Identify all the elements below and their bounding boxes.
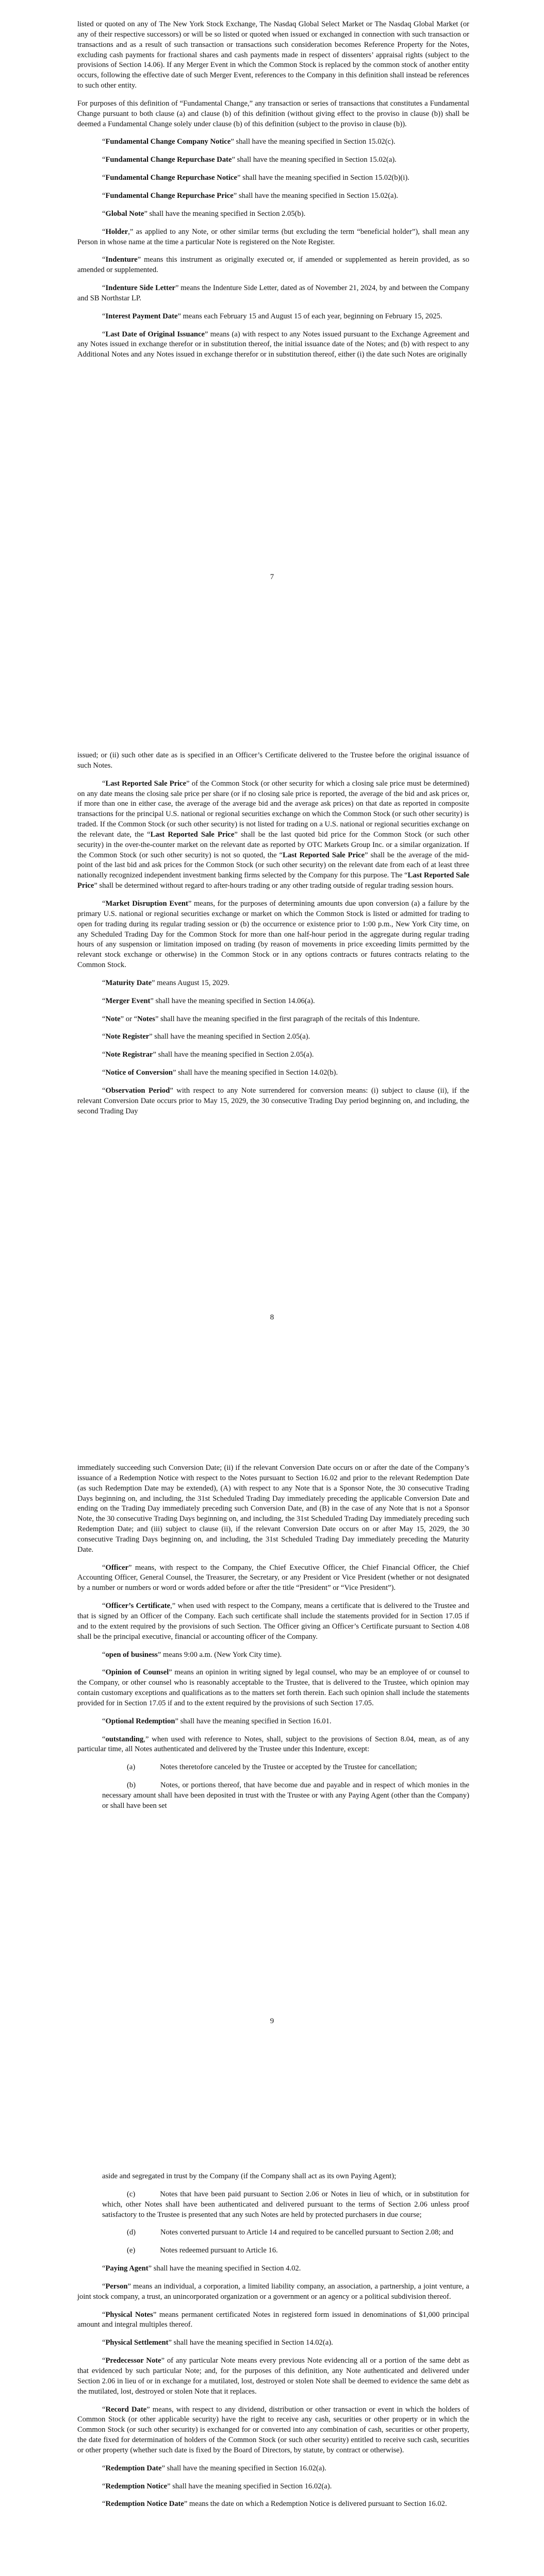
text-run: ,” as applied to any Note, or other similar terms (but excluding the term “beneficial holder”), shall mean any Person in whose name at the time a particular Note is registered on the Note Register.	[77, 227, 469, 246]
paragraph	[77, 1735, 469, 1755]
paragraph	[77, 996, 469, 1007]
text-run: “	[102, 1032, 106, 1041]
defined-term: Merger Event	[105, 996, 151, 1005]
page-text	[77, 751, 469, 1124]
paragraph	[77, 751, 469, 771]
paragraph	[77, 2482, 469, 2492]
text-run: ” shall have the meaning specified in Section 15.02(b)(i).	[237, 174, 409, 182]
text-run: ” shall be determined without regard to after-hours trading or any other trading outside of regular trading session hours.	[94, 882, 454, 890]
text-run: “	[102, 1668, 106, 1677]
text-run: “	[102, 209, 106, 218]
text-run: ” of the Common Stock (or other security for which a closing sale price must be determined) on any date means the closing sale price per share (or if no closing sale price is reported, the average of the bid and ask prices or, if more than one in either case, the average of the average bid and the average ask prices) on that date as reported in composite transactions for the principal U.S. national or regional securities exchange on which the Common Stock (or such other security) is traded. If the Common Stock (or such other security) is not listed for trading on a U.S. national or regional securities exchange on the relevant date, the “	[77, 779, 469, 839]
text-run: “	[102, 899, 106, 908]
text-run: Notes converted pursuant to Article 14 and required to be cancelled pursuant to Section 2.08; and	[160, 2228, 454, 2237]
text-run: “	[102, 2464, 106, 2472]
defined-term: Last Date of Original Issuance	[105, 330, 205, 338]
paragraph	[77, 227, 469, 248]
text-run: ” or “	[120, 1014, 138, 1023]
defined-term: Last Reported Sale Price	[283, 851, 365, 859]
defined-term: open of business	[105, 1650, 158, 1659]
text-run: “	[102, 2282, 106, 2291]
text-run: ” means an individual, a corporation, a limited liability company, an association, a partnership, a joint venture, a joint stock company, a trust, an unincorporated organization or a government or an agency or a political subdivision thereof.	[77, 2282, 469, 2301]
defined-term: Fundamental Change Repurchase Date	[105, 156, 232, 164]
paragraph	[77, 1650, 469, 1660]
text-run: “	[102, 2357, 106, 2365]
page-number: 7	[270, 573, 274, 581]
defined-term: Opinion of Counsel	[105, 1668, 169, 1677]
paragraph	[77, 899, 469, 971]
defined-term: Holder	[105, 227, 128, 236]
paragraph	[77, 1781, 469, 1811]
text-run: ” means, with respect to any dividend, distribution or other transaction or event in which the holders of Common Stock (or other applicable security) have the right to receive any cash, securities or other property or in which the Common Stock (or such other security) is exchanged for or converted into any combination of cash, securities or other property, the date fixed for determination of holders of the Common Stock (or such other security) entitled to receive such cash, securities or other property (whether such date is fixed by the Board of Directors, by statute, by contract or otherwise).	[77, 2405, 469, 2454]
paragraph	[77, 1014, 469, 1025]
text-run: ,” when used with reference to Notes, shall, subject to the provisions of Section 8.04, mean, as of any particular time, all Notes authenticated and delivered by the Trustee under this Indenture, except:	[77, 1735, 469, 1754]
text-run: ” shall have the meaning specified in Section 4.02.	[148, 2264, 301, 2273]
text-run: “	[102, 312, 106, 320]
text-run: (c)	[127, 2190, 136, 2198]
text-run: issued; or (ii) such other date as is specified in an Officer’s Certificate delivered to the Trustee before the original issuance of such Notes.	[77, 751, 469, 770]
paragraph	[77, 2228, 469, 2238]
paragraph	[77, 191, 469, 201]
text-run: ” shall have the meaning specified in Section 16.02(a).	[167, 2482, 332, 2490]
defined-term: Fundamental Change Repurchase Notice	[105, 174, 238, 182]
page-text	[77, 2172, 469, 2517]
defined-term: Redemption Notice	[105, 2482, 168, 2490]
document-page	[0, 2110, 544, 2576]
text-run: For purposes of this definition of “Fundamental Change,” any transaction or series of transactions that constitutes a Fundamental Change pursuant to both clause (a) and clause (b) of this definition (without giving effect to the proviso in clause (b)) shall be deemed a Fundamental Change solely under clause (b) of this definition (subject to the proviso in clause (b)).	[77, 99, 469, 128]
text-run: ” shall have the meaning specified in Section 16.02(a).	[161, 2464, 326, 2472]
paragraph	[77, 155, 469, 165]
paragraph	[77, 173, 469, 183]
text-run: ” means an opinion in writing signed by legal counsel, who may be an employee of or counsel to the Company, or other counsel who is reasonably acceptable to the Trustee, that is delivered to the Trustee, which opinion may contain customary exceptions and qualifications as to the matters set forth therein. Each such opinion shall include the statements provided for in Section 17.05 if and to the extent required by the provisions of such Section 17.05.	[77, 1668, 470, 1707]
text-run: ” shall have the meaning specified in Section 2.05(a).	[153, 1050, 314, 1059]
page-number: 9	[270, 2017, 274, 2025]
text-run: ” with respect to any Note surrendered for conversion means: (i) subject to clause (ii), if the relevant Conversion Date occurs prior to May 15, 2029, the 30 consecutive Trading Day period beginning on, and including, the second Trading Day	[77, 1086, 469, 1115]
document-page	[0, 0, 544, 703]
text-run: ” shall have the meaning specified in Section 15.02(a).	[233, 191, 399, 200]
text-run: “	[102, 191, 106, 200]
text-run: “	[102, 174, 106, 182]
defined-term: Redemption Notice Date	[105, 2500, 184, 2509]
paragraph	[77, 1086, 469, 1117]
defined-term: Officer’s Certificate	[105, 1602, 171, 1611]
text-run: “	[102, 1650, 106, 1659]
text-run: ” means, with respect to the Company, the Chief Executive Officer, the Chief Financial Officer, the Chief Accounting Officer, General Counsel, the Treasurer, the Secretary, or any President or Vice President (whether or not designated by a number or numbers or word or words added before or after the title “President” or “Vice President”).	[77, 1563, 469, 1592]
text-run: “	[102, 1563, 106, 1572]
defined-term: Notes	[137, 1014, 155, 1023]
text-run: ” shall have the meaning specified in the first paragraph of the recitals of this Indenture.	[155, 1014, 420, 1023]
paragraph	[77, 1668, 469, 1708]
paragraph	[77, 2310, 469, 2331]
defined-term: Note Registrar	[105, 1050, 153, 1059]
text-run: “	[102, 1717, 106, 1725]
paragraph	[77, 1050, 469, 1060]
defined-term: Last Reported Sale Price	[105, 779, 187, 788]
text-run: ” means the date on which a Redemption Notice is delivered pursuant to Section 16.02.	[184, 2500, 447, 2509]
defined-term: Observation Period	[105, 1086, 170, 1095]
text-run: ” shall have the meaning specified in Section 15.02(c).	[230, 138, 395, 146]
text-run: ” shall have the meaning specified in Section 15.02(a).	[232, 156, 397, 164]
text-run: “	[102, 1014, 106, 1023]
text-run: “	[102, 2264, 106, 2273]
defined-term: Fundamental Change Company Notice	[105, 138, 231, 146]
text-run: ” shall have the meaning specified in Section 2.05(a).	[149, 1032, 310, 1041]
paragraph	[77, 312, 469, 322]
text-run: ” shall have the meaning specified in Section 14.02(b).	[173, 1069, 338, 1077]
paragraph	[77, 1601, 469, 1642]
defined-term: Physical Settlement	[105, 2338, 169, 2347]
defined-term: Record Date	[105, 2405, 147, 2414]
paragraph	[77, 137, 469, 147]
text-run: ” means 9:00 a.m. (New York City time).	[157, 1650, 282, 1659]
text-run: “	[102, 2338, 106, 2347]
paragraph	[77, 283, 469, 304]
defined-term: Person	[105, 2282, 128, 2291]
text-run: (e)	[127, 2246, 136, 2255]
paragraph	[77, 209, 469, 219]
text-run: “	[102, 1086, 106, 1095]
defined-term: Notice of Conversion	[105, 1069, 173, 1077]
text-run: “	[102, 138, 106, 146]
defined-term: Redemption Date	[105, 2464, 162, 2472]
paragraph	[77, 2246, 469, 2256]
text-run: ” means each February 15 and August 15 of each year, beginning on February 15, 2025.	[177, 312, 442, 320]
text-run: ” means August 15, 2029.	[152, 978, 229, 987]
text-run: ” means the Indenture Side Letter, dated as of November 21, 2024, by and between the Company and SB Northstar LP.	[77, 284, 469, 302]
text-run: ” shall be the last quoted bid price for the Common Stock (or such other security) in the over-the-counter market on the relevant date as reported by OTC Markets Group Inc. or a similar organization. If the Common Stock (or such other security) is not so quoted, the “	[77, 830, 469, 859]
defined-term: Market Disruption Event	[105, 899, 188, 908]
defined-term: outstanding	[105, 1735, 144, 1743]
text-run: “	[102, 1069, 106, 1077]
text-run: “	[102, 227, 106, 236]
paragraph	[77, 1717, 469, 1727]
text-run: (d)	[127, 2228, 136, 2237]
paragraph	[77, 330, 469, 361]
paragraph	[77, 1463, 469, 1555]
text-run: (a)	[127, 1763, 136, 1772]
text-run: “	[102, 256, 106, 264]
page-number: 8	[270, 1313, 274, 1321]
text-run: Notes theretofore canceled by the Trustee or accepted by the Trustee for cancellation;	[160, 1763, 417, 1772]
text-run: “	[102, 1602, 106, 1611]
text-run: “	[102, 1050, 106, 1059]
text-run: “	[102, 996, 106, 1005]
defined-term: Fundamental Change Repurchase Price	[105, 191, 234, 200]
defined-term: Officer	[105, 1563, 129, 1572]
text-run: ” shall have the meaning specified in Section 14.06(a).	[150, 996, 315, 1005]
text-run: ” shall have the meaning specified in Section 14.02(a).	[168, 2338, 333, 2347]
text-run: “	[102, 2500, 106, 2509]
paragraph	[77, 978, 469, 989]
paragraph	[77, 2282, 469, 2302]
paragraph	[77, 2356, 469, 2397]
text-run: ” shall have the meaning specified in Section 2.05(b).	[144, 209, 306, 218]
document-page	[0, 1406, 544, 2110]
defined-term: Last Reported Sale Price	[150, 830, 235, 839]
paragraph	[77, 99, 469, 130]
paragraph	[77, 2190, 469, 2221]
defined-term: Paying Agent	[105, 2264, 149, 2273]
paragraph	[77, 2172, 469, 2182]
paragraph	[77, 2405, 469, 2456]
text-run: ” of any particular Note means every previous Note evidencing all or a portion of the same debt as that evidenced by such particular Note; and, for the purposes of this definition, any Note authenticated and delivered under Section 2.06 in lieu of or in exchange for a mutilated, lost, destroyed or stolen Note shall be deemed to evidence the same debt as the mutilated, lost, destroyed or stolen Note that it replaces.	[77, 2357, 469, 2396]
text-run: Notes, or portions thereof, that have become due and payable and in respect of which monies in the necessary amount shall have been deposited in trust with the Trustee or with any Paying Agent (other than the Company) or shall have been set	[102, 1781, 469, 1810]
document-page	[0, 703, 544, 1406]
defined-term: Physical Notes	[105, 2310, 153, 2319]
defined-term: Global Note	[105, 209, 144, 218]
paragraph	[77, 1032, 469, 1042]
paragraph	[77, 779, 469, 891]
text-run: “	[102, 2482, 106, 2490]
text-run: Notes redeemed pursuant to Article 16.	[160, 2246, 278, 2255]
paragraph	[77, 2338, 469, 2348]
text-run: “	[102, 1735, 106, 1743]
paragraph	[77, 2499, 469, 2510]
defined-term: Predecessor Note	[105, 2357, 161, 2365]
paragraph	[77, 255, 469, 276]
paragraph	[77, 1563, 469, 1594]
text-run: aside and segregated in trust by the Company (if the Company shall act as its own Paying Agent);	[102, 2172, 397, 2180]
paragraph	[77, 1762, 469, 1773]
text-run: Notes that have been paid pursuant to Section 2.06 or Notes in lieu of which, or in substitution for which, other Notes shall have been authenticated and delivered pursuant to the terms of Section 2.06 unless proof satisfactory to the Trustee is presented that any such Notes are held by protected purchasers in due course;	[102, 2190, 469, 2219]
text-run: immediately succeeding such Conversion Date; (ii) if the relevant Conversion Date occurs on or after the date of the Company’s issuance of a Redemption Notice with respect to the Notes pursuant to Section 16.02 and prior to the relevant Redemption Date (as such Redemption Date may be extended), (A) with respect to any Note that is a Sponsor Note, the 30 consecutive Trading Days beginning on, and including, the 31st Scheduled Trading Day immediately preceding the applicable Conversion Date and ending on the Trading Day immediately preceding such Conversion Date, and (B) in the case of any Note that is not a Sponsor Note, the 30 consecutive Trading Days beginning on, and including, the 31st Scheduled Trading Day immediately preceding such Redemption Date; and (iii) subject to clause (ii), if the relevant Conversion Date occurs on or after May 15, 2029, the 30 consecutive Trading Days beginning on, and including, the 31st Scheduled Trading Day immediately preceding the Maturity Date.	[77, 1464, 469, 1554]
text-run: ” means permanent certificated Notes in registered form issued in denominations of $1,000 principal amount and integral multiples thereof.	[77, 2310, 469, 2329]
text-run: “	[102, 978, 106, 987]
text-run: “	[102, 284, 106, 293]
page-text	[77, 1463, 469, 1819]
defined-term: Interest Payment Date	[105, 312, 178, 320]
defined-term: Indenture	[105, 256, 138, 264]
defined-term: Optional Redemption	[105, 1717, 175, 1725]
text-run: ” means, for the purposes of determining amounts due upon conversion (a) a failure by the primary U.S. national or regional securities exchange or market on which the Common Stock is listed or admitted for trading to open for trading during its regular trading session or (b) the occurrence or existence prior to 1:00 p.m., New York City time, on any Scheduled Trading Day for the Common Stock for more than one half-hour period in the aggregate during regular trading hours of any suspension or limitation imposed on trading (by reason of movements in price exceeding limits permitted by the relevant stock exchange or otherwise) in the Common Stock or in any options contracts or futures contracts relating to the Common Stock.	[77, 899, 469, 970]
text-run: (b)	[127, 1781, 136, 1790]
text-run: “	[102, 779, 106, 788]
text-run: “	[102, 330, 106, 338]
defined-term: Note Register	[105, 1032, 150, 1041]
text-run: “	[102, 2405, 106, 2414]
text-run: ” means (a) with respect to any Notes issued pursuant to the Exchange Agreement and any Notes issued in exchange therefor or in substitution thereof, the initial issuance date of the Notes; and (b) with respect to any Additional Notes and any Notes issued in exchange therefor or in substitution thereof, either (i) the date such Notes are originally	[77, 330, 470, 359]
text-run: listed or quoted on any of The New York Stock Exchange, The Nasdaq Global Select Market or The Nasdaq Global Market (or any of their respective successors) or will be so listed or quoted when issued or exchanged in connection with such transaction or transactions and as a result of such transaction or transactions such consideration becomes Reference Property for the Notes, excluding cash payments for fractional shares and cash payments made in respect of dissenters’ appraisal rights (subject to the provisions of Section 14.06). If any Merger Event in which the Common Stock is replaced by the common stock of another entity occurs, following the effective date of such Merger Event, references to the Company in this definition shall instead be references to such other entity.	[77, 20, 469, 90]
defined-term: Last Reported Sale Price	[77, 871, 469, 890]
text-run: ” shall have the meaning specified in Section 16.01.	[175, 1717, 332, 1725]
text-run: ” shall be the average of the mid-point of the last bid and ask prices for the Common Stock (or such other security) on the relevant date from each of at least three nationally recognized independent investment banking firms selected by the Company for this purpose. The “	[77, 851, 469, 880]
paragraph	[77, 2464, 469, 2474]
text-run: “	[102, 2310, 106, 2319]
text-run: “	[102, 156, 106, 164]
defined-term: Indenture Side Letter	[105, 284, 175, 293]
text-run: ” means this instrument as originally executed or, if amended or supplemented as herein provided, as so amended or supplemented.	[77, 256, 469, 275]
text-run: ,” when used with respect to the Company, means a certificate that is delivered to the Trustee and that is signed by an Officer of the Company. Each such certificate shall include the statements provided for in Section 17.05 if and to the extent required by the provisions of such Section. The Officer giving an Officer’s Certificate pursuant to Section 4.08 shall be the principal executive, financial or accounting officer of the Company.	[77, 1602, 469, 1641]
defined-term: Note	[105, 1014, 121, 1023]
paragraph	[77, 2264, 469, 2274]
defined-term: Maturity Date	[105, 978, 152, 987]
paragraph	[77, 20, 469, 91]
paragraph	[77, 1068, 469, 1078]
page-text	[77, 20, 469, 368]
